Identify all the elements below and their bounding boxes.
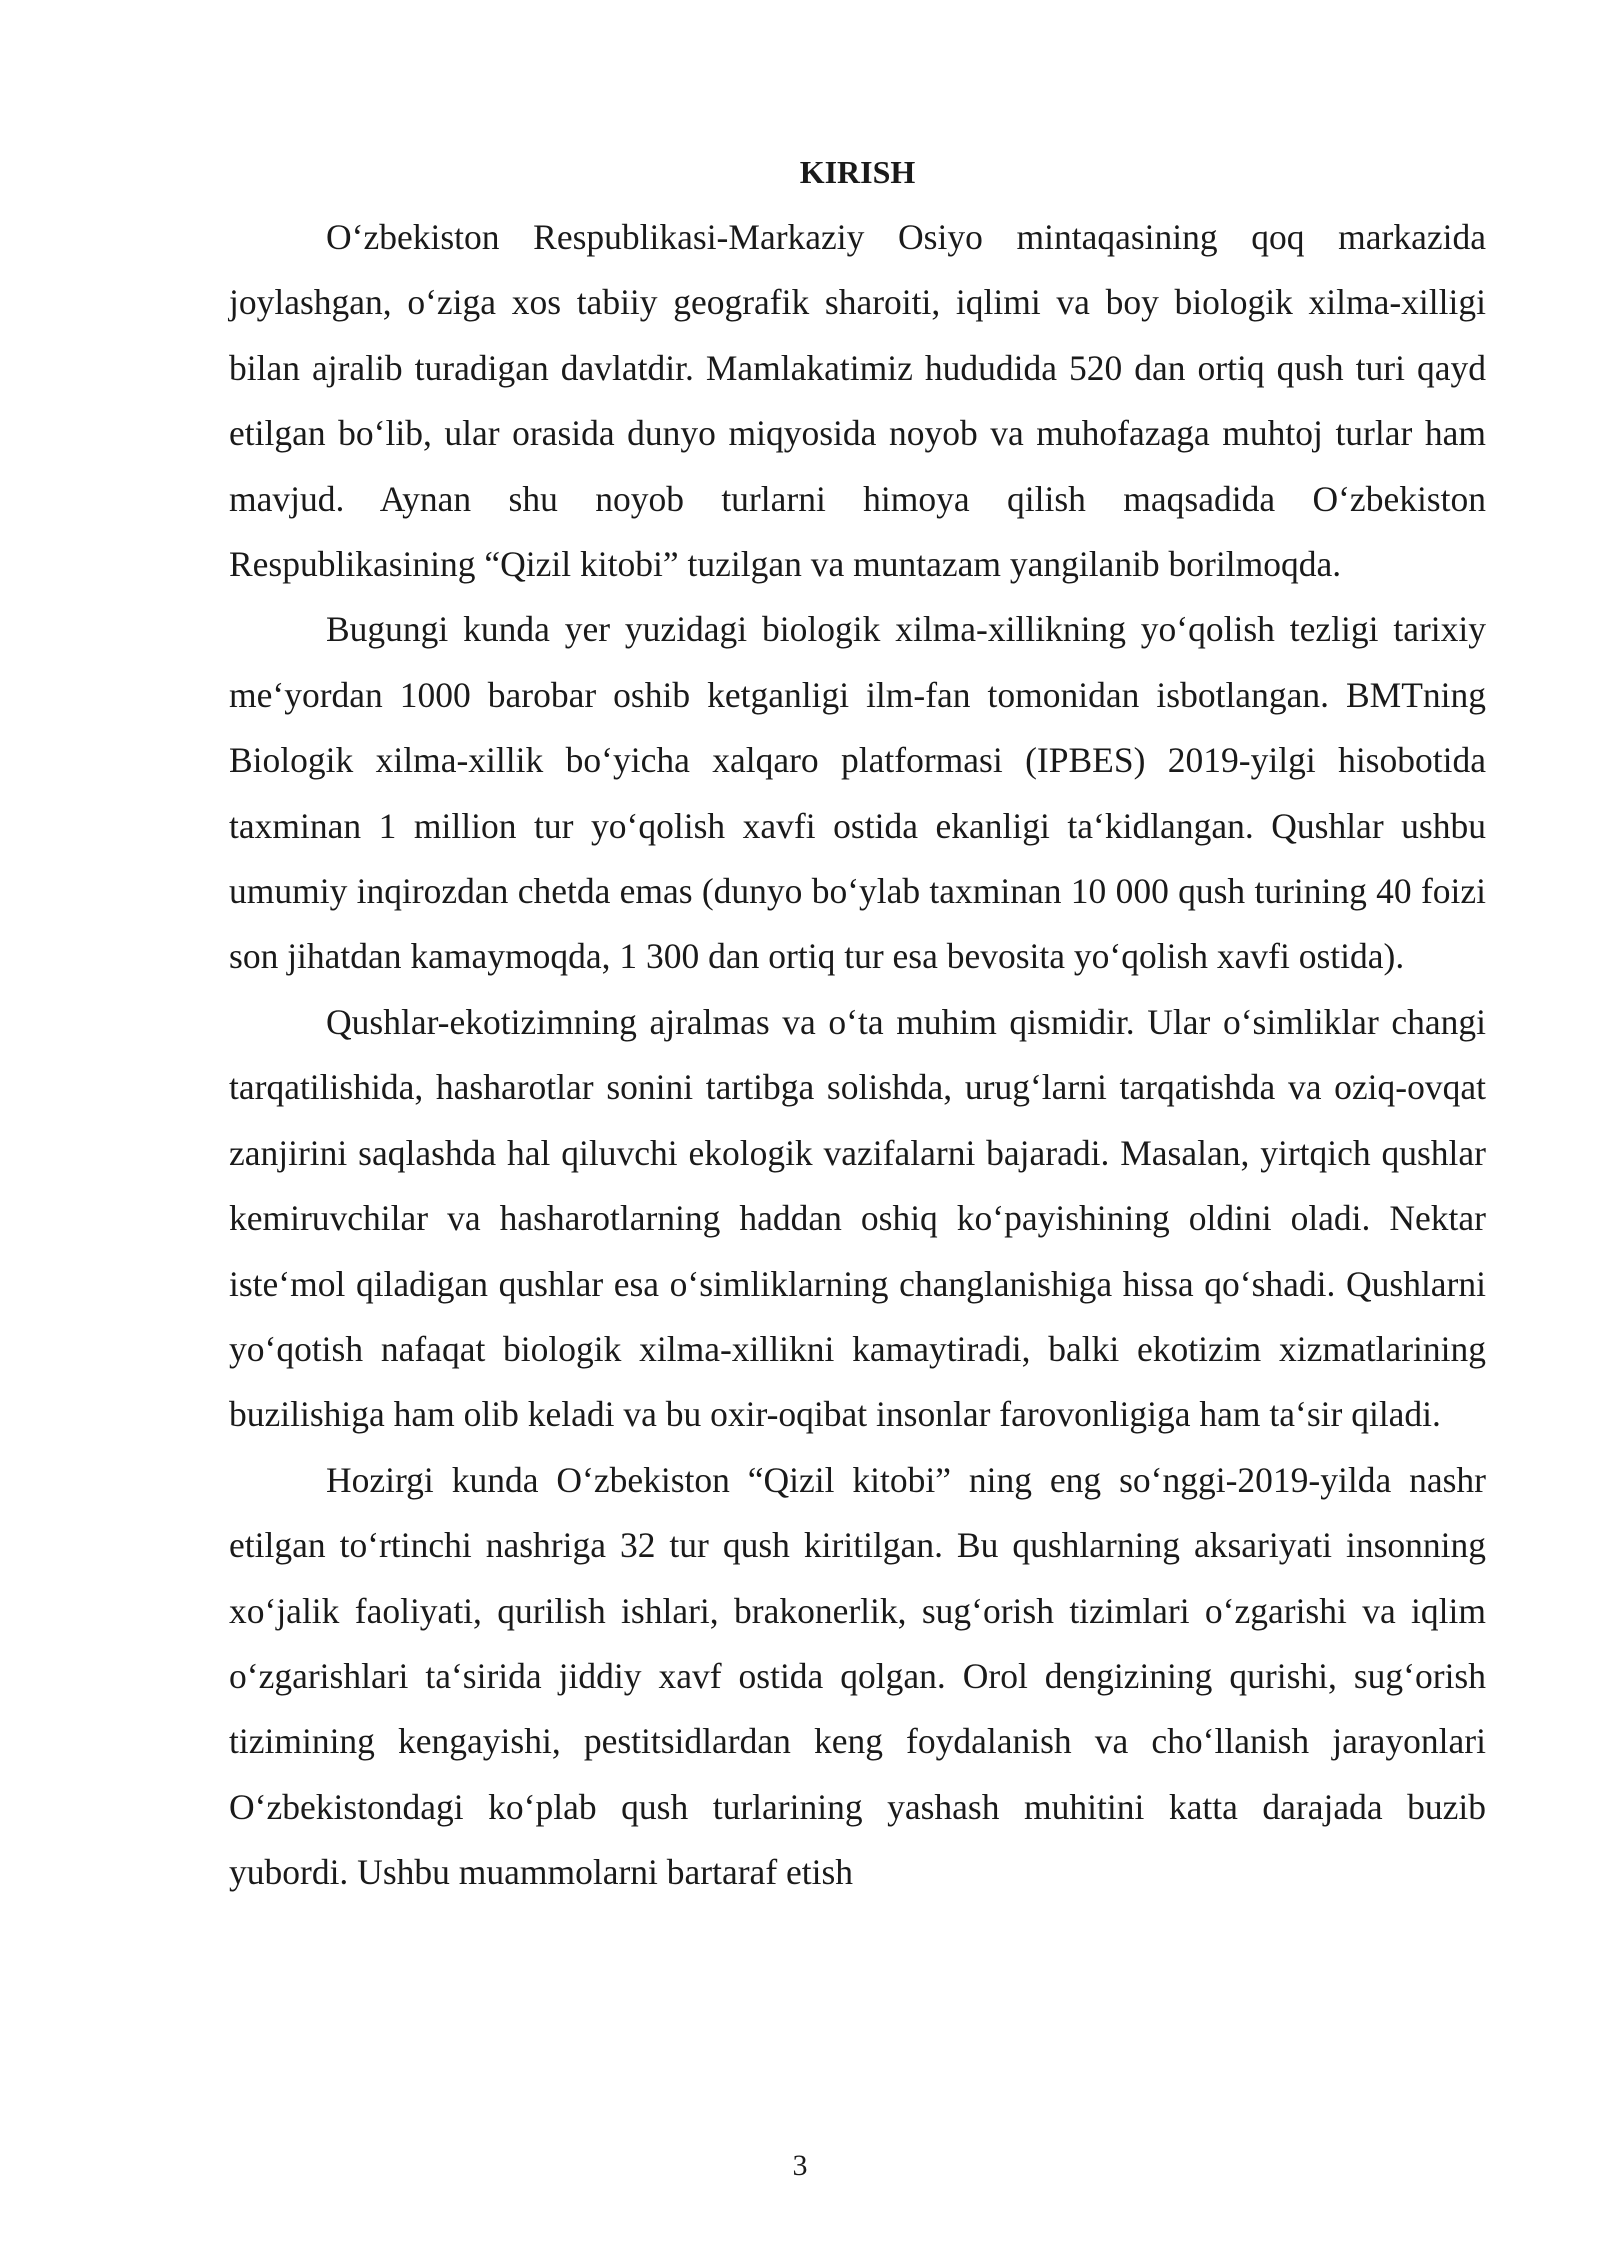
paragraph-red-book: Hozirgi kunda O‘zbekiston “Qizil kitobi” ning eng so‘nggi-2019-yilda nashr etilgan to‘rtinchi nashriga 32 tur qush kiritilgan. Bu qushlarning aksariyati insonning xo‘jalik faoliyati, qurilish ishlari, brakonerlik, sug‘orish tizimlari o‘zgarishi va iqlim o‘zgarishlari ta‘sirida jiddiy xavf ostida qolgan. Orol dengizining qurishi, sug‘orish tizimining kengayishi, pestitsidlardan keng foydalanish va cho‘llanish jarayonlari O‘zbekistondagi ko‘plab qush turlarining yashash muhitini katta darajada buzib yubordi. Ushbu muammolarni bartaraf etish <box>229 1459 1486 1893</box>
paragraph-biodiversity-loss: Bugungi kunda yer yuzidagi biologik xilma-xillikning yo‘qolish tezligi tarixiy me‘yordan 1000 barobar oshib ketganligi ilm-fan tomonidan isbotlangan. BMTning Biologik xilma-xillik bo‘yicha xalqaro platformasi (IPBES) 2019-yilgi hisobotida taxminan 1 million tur yo‘qolish xavfi ostida ekanligi ta‘kidlangan. Qushlar ushbu umumiy inqirozdan chetda emas (dunyo bo‘ylab taxminan 10 000 qush turining 40 foizi son jihatdan kamaymoqda, 1 300 dan ortiq tur esa bevosita yo‘qolish xavfi ostida). <box>229 609 1486 977</box>
page-body <box>229 148 1486 1906</box>
section-heading: KIRISH <box>799 154 916 190</box>
paragraph-intro: O‘zbekiston Respublikasi-Markaziy Osiyo mintaqasining qoq markazida joylashgan, o‘ziga xos tabiiy geografik sharoiti, iqlimi va boy biologik xilma-xilligi bilan ajralib turadigan davlatdir. Mamlakatimiz hududida 520 dan ortiq qush turi qayd etilgan bo‘lib, ular orasida dunyo miqyosida noyob va muhofazaga muhtoj turlar ham mavjud. Aynan shu noyob turlarni himoya qilish maqsadida O‘zbekiston Respublikasining “Qizil kitobi” tuzilgan va muntazam yangilanib borilmoqda. <box>229 217 1486 585</box>
paragraph-ecosystem-role: Qushlar-ekotizimning ajralmas va o‘ta muhim qismidir. Ular o‘simliklar changi tarqatilishida, hasharotlar sonini tartibga solishda, urug‘larni tarqatishda va oziq-ovqat zanjirini saqlashda hal qiluvchi ekologik vazifalarni bajaradi. Masalan, yirtqich qushlar kemiruvchilar va hasharotlarning haddan oshiq ko‘payishining oldini oladi. Nektar iste‘mol qiladigan qushlar esa o‘simliklarning changlanishiga hissa qo‘shadi. Qushlarni yo‘qotish nafaqat biologik xilma-xillikni kamaytiradi, balki ekotizim xizmatlarining buzilishiga ham olib keladi va bu oxir-oqibat insonlar farovonligiga ham ta‘sir qiladi. <box>229 1001 1486 1435</box>
page-number: 3 <box>792 2149 808 2182</box>
